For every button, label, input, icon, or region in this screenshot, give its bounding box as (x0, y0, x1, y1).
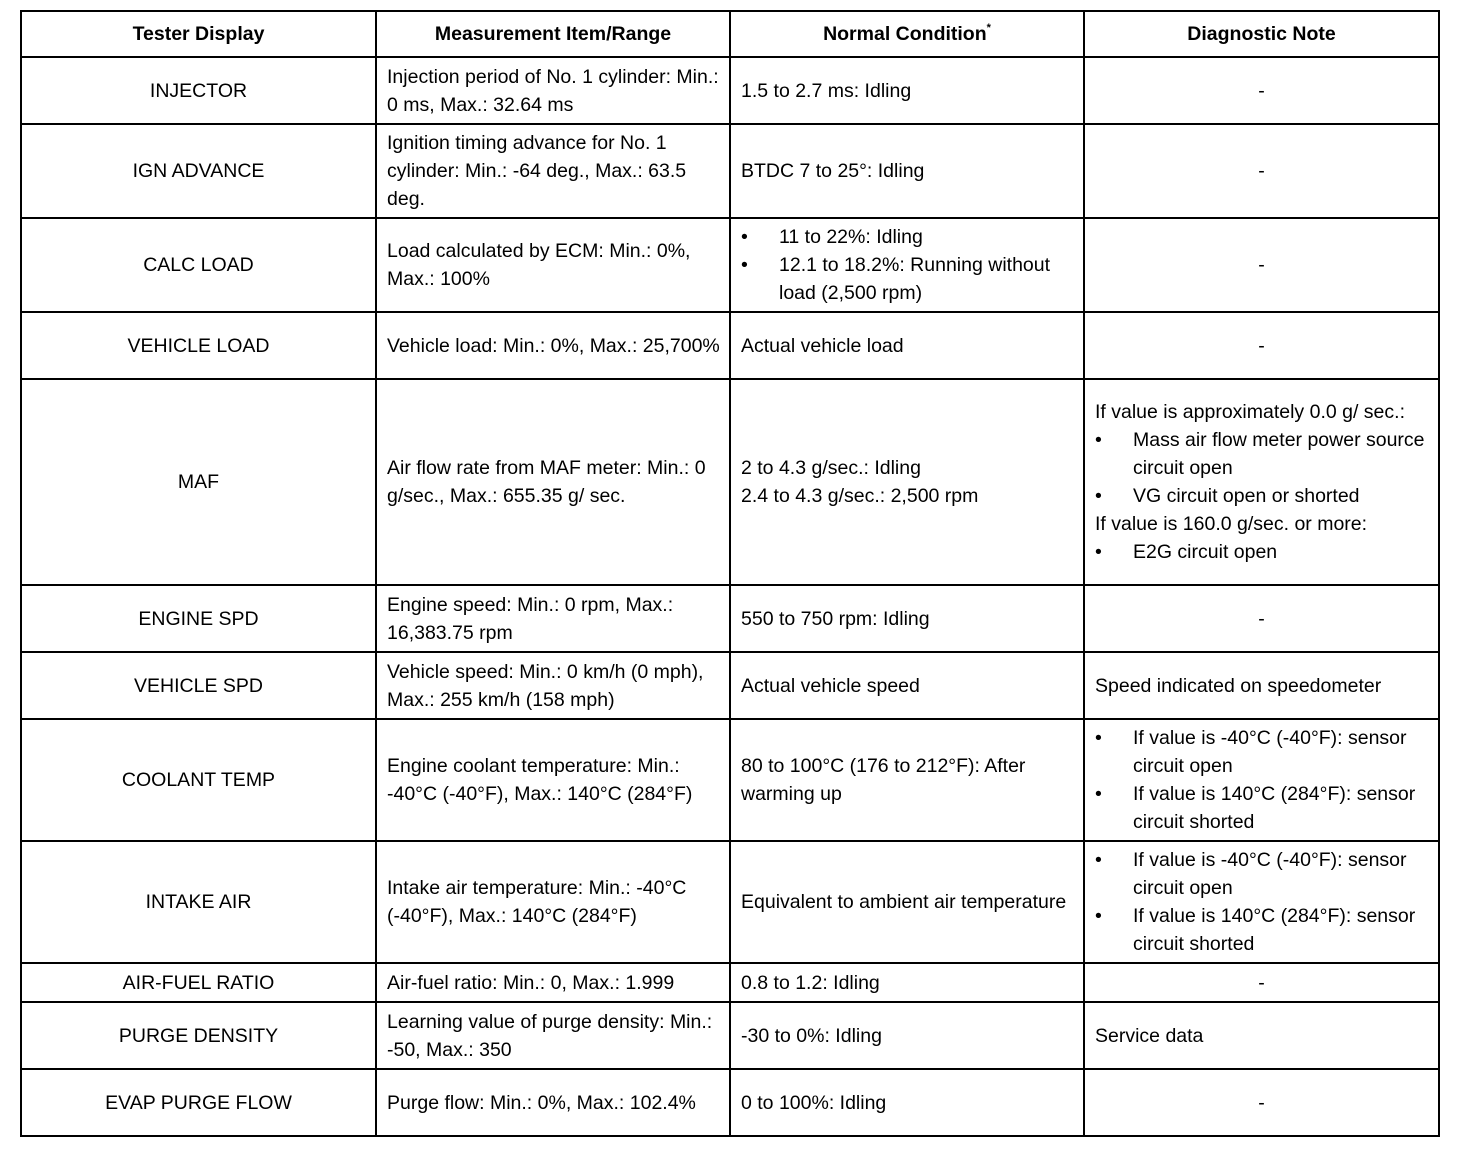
diagnostic-note-cell: Speed indicated on speedometer (1084, 652, 1439, 719)
tester-display-cell: EVAP PURGE FLOW (21, 1069, 376, 1136)
table-row (21, 218, 1439, 312)
tester-display-cell: INTAKE AIR (21, 841, 376, 963)
normal-condition-cell: 80 to 100°C (176 to 212°F): After warming up (730, 719, 1084, 841)
header-diagnostic-note: Diagnostic Note (1084, 11, 1439, 57)
normal-condition-line: 2 to 4.3 g/sec.: Idling (741, 457, 921, 479)
measurement-cell: Learning value of purge density: Min.: -50, Max.: 350 (376, 1002, 730, 1069)
measurement-cell: Injection period of No. 1 cylinder: Min.: 0 ms, Max.: 32.64 ms (376, 57, 730, 124)
table-row (21, 312, 1439, 379)
table-row (21, 124, 1439, 218)
tester-display-cell: VEHICLE LOAD (21, 312, 376, 379)
measurement-cell: Air-fuel ratio: Min.: 0, Max.: 1.999 (376, 963, 730, 1002)
header-tester-display: Tester Display (21, 11, 376, 57)
normal-condition-cell: 0 to 100%: Idling (730, 1069, 1084, 1136)
footnote-mark: * (986, 22, 991, 34)
measurement-cell: Purge flow: Min.: 0%, Max.: 102.4% (376, 1069, 730, 1136)
table-row (21, 379, 1439, 585)
table-row (21, 1002, 1439, 1069)
measurement-cell: Engine coolant temperature: Min.: -40°C (-40°F), Max.: 140°C (284°F) (376, 719, 730, 841)
measurement-cell: Engine speed: Min.: 0 rpm, Max.: 16,383.75 rpm (376, 585, 730, 652)
tester-display-cell: PURGE DENSITY (21, 1002, 376, 1069)
diagnostic-note-cell (1084, 379, 1439, 585)
tester-display-cell: CALC LOAD (21, 218, 376, 312)
table-row (21, 585, 1439, 652)
bullet-item: • If value is 140°C (284°F): sensor circuit shorted (1095, 780, 1430, 836)
diagnostic-note-cell: - (1084, 585, 1439, 652)
diagnostic-note-cell: - (1084, 312, 1439, 379)
tester-display-cell: COOLANT TEMP (21, 719, 376, 841)
measurement-cell: Load calculated by ECM: Min.: 0%, Max.: 100% (376, 218, 730, 312)
normal-condition-line: 2.4 to 4.3 g/sec.: 2,500 rpm (741, 485, 979, 507)
normal-condition-cell: 1.5 to 2.7 ms: Idling (730, 57, 1084, 124)
normal-condition-cell (730, 218, 1084, 312)
tester-display-cell: VEHICLE SPD (21, 652, 376, 719)
diagnostic-note-cell (1084, 841, 1439, 963)
bullet-item: • If value is -40°C (-40°F): sensor circuit open (1095, 846, 1430, 902)
normal-condition-cell: 550 to 750 rpm: Idling (730, 585, 1084, 652)
table-row (21, 841, 1439, 963)
bullet-item: • If value is -40°C (-40°F): sensor circuit open (1095, 724, 1430, 780)
bullet-item: • VG circuit open or shorted (1095, 482, 1430, 510)
table-row (21, 652, 1439, 719)
diagnostic-note-cell: - (1084, 218, 1439, 312)
normal-condition-cell: Actual vehicle load (730, 312, 1084, 379)
normal-condition-cell: Actual vehicle speed (730, 652, 1084, 719)
diagnostic-note-cell: - (1084, 124, 1439, 218)
measurement-cell: Vehicle load: Min.: 0%, Max.: 25,700% (376, 312, 730, 379)
diagnostic-note-cell: - (1084, 1069, 1439, 1136)
bullet-item: • 12.1 to 18.2%: Running without load (2,500 rpm) (741, 251, 1075, 307)
table-row (21, 57, 1439, 124)
header-measurement: Measurement Item/Range (376, 11, 730, 57)
measurement-cell: Ignition timing advance for No. 1 cylinder: Min.: -64 deg., Max.: 63.5 deg. (376, 124, 730, 218)
normal-condition-cell: BTDC 7 to 25°: Idling (730, 124, 1084, 218)
table-row (21, 1069, 1439, 1136)
measurement-cell: Vehicle speed: Min.: 0 km/h (0 mph), Max.: 255 km/h (158 mph) (376, 652, 730, 719)
measurement-cell: Intake air temperature: Min.: -40°C (-40°F), Max.: 140°C (284°F) (376, 841, 730, 963)
normal-condition-cell: -30 to 0%: Idling (730, 1002, 1084, 1069)
tester-display-cell: INJECTOR (21, 57, 376, 124)
header-normal-condition (730, 11, 1084, 57)
bullet-item: • Mass air flow meter power source circuit open (1095, 426, 1430, 482)
diagnostic-note-cell: Service data (1084, 1002, 1439, 1069)
header-normal-label: Normal Condition (823, 23, 987, 45)
tester-display-cell: ENGINE SPD (21, 585, 376, 652)
tester-display-cell: AIR-FUEL RATIO (21, 963, 376, 1002)
table-row (21, 719, 1439, 841)
normal-condition-cell: 0.8 to 1.2: Idling (730, 963, 1084, 1002)
measurement-cell: Air flow rate from MAF meter: Min.: 0 g/sec., Max.: 655.35 g/ sec. (376, 379, 730, 585)
table-row (21, 963, 1439, 1002)
diagnostic-note-cell: - (1084, 57, 1439, 124)
table-header-row (21, 11, 1439, 57)
data-list-table (20, 10, 1440, 1137)
normal-condition-cell (730, 379, 1084, 585)
diagnostic-note-cell (1084, 719, 1439, 841)
diagnostic-note-cell: - (1084, 963, 1439, 1002)
bullet-item: • 11 to 22%: Idling (741, 223, 1075, 251)
note-intro: If value is 160.0 g/sec. or more: (1095, 513, 1368, 535)
bullet-item: • E2G circuit open (1095, 538, 1430, 566)
bullet-item: • If value is 140°C (284°F): sensor circuit shorted (1095, 902, 1430, 958)
tester-display-cell: IGN ADVANCE (21, 124, 376, 218)
normal-condition-cell: Equivalent to ambient air temperature (730, 841, 1084, 963)
tester-display-cell: MAF (21, 379, 376, 585)
note-intro: If value is approximately 0.0 g/ sec.: (1095, 401, 1405, 423)
